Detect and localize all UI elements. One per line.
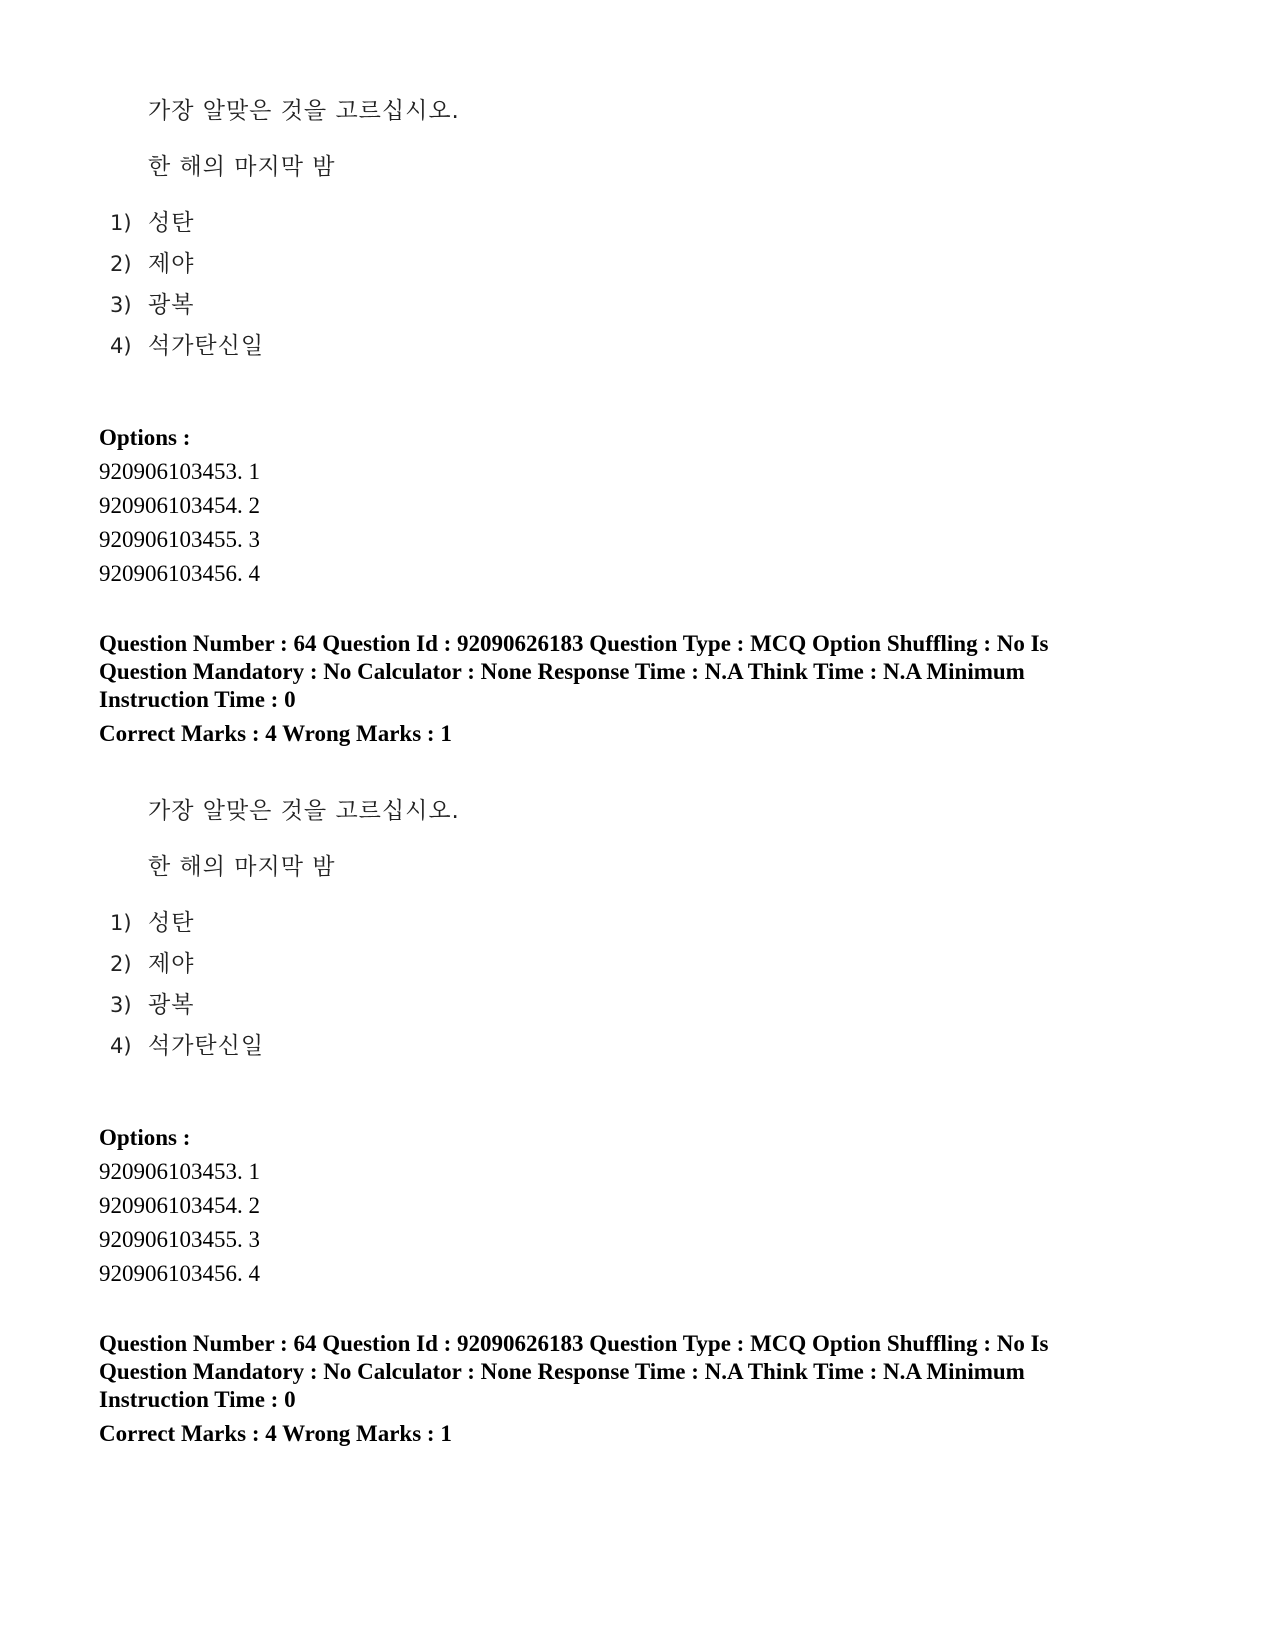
choice-item <box>110 945 194 978</box>
option-item: 920906103456. 4 <box>99 561 260 586</box>
meta-line: Question Number : 64 Question Id : 92090626183 Question Type : MCQ Option Shuffling : No Is <box>99 1331 1049 1356</box>
marks-line: Correct Marks : 4 Wrong Marks : 1 <box>99 721 452 746</box>
options-block <box>99 1121 260 1291</box>
question-stem: 한 해의 마지막 밤 <box>148 854 336 880</box>
choice-number: 1) <box>110 211 132 235</box>
choice-text: 석가탄신일 <box>148 1033 265 1059</box>
meta-line: Question Mandatory : No Calculator : None Response Time : N.A Think Time : N.A Minimum <box>99 1359 1025 1384</box>
option-item: 920906103453. 1 <box>99 1159 260 1184</box>
choice-number: 2) <box>110 952 132 976</box>
marks-line: Correct Marks : 4 Wrong Marks : 1 <box>99 1421 452 1446</box>
choice-number: 4) <box>110 334 132 358</box>
choice-number: 3) <box>110 993 132 1017</box>
option-item: 920906103455. 3 <box>99 1227 260 1252</box>
option-item: 920906103456. 4 <box>99 1261 260 1286</box>
choice-item <box>110 245 194 278</box>
choice-number: 3) <box>110 293 132 317</box>
options-title: Options : <box>99 1125 191 1150</box>
choice-item <box>110 327 264 360</box>
choice-number: 2) <box>110 252 132 276</box>
choice-text: 석가탄신일 <box>148 333 265 359</box>
question-prompt: 가장 알맞은 것을 고르십시오. <box>148 98 460 124</box>
choice-item <box>110 1027 264 1060</box>
choice-text: 광복 <box>148 292 195 318</box>
meta-line: Question Number : 64 Question Id : 92090626183 Question Type : MCQ Option Shuffling : No Is <box>99 631 1049 656</box>
meta-line: Instruction Time : 0 <box>99 687 296 712</box>
meta-line: Instruction Time : 0 <box>99 1387 296 1412</box>
choice-number: 1) <box>110 911 132 935</box>
question-meta <box>99 630 1179 748</box>
choice-text: 성탄 <box>148 910 195 936</box>
choice-item <box>110 986 194 1019</box>
option-item: 920906103454. 2 <box>99 1193 260 1218</box>
option-item: 920906103454. 2 <box>99 493 260 518</box>
meta-line: Question Mandatory : No Calculator : None Response Time : N.A Think Time : N.A Minimum <box>99 659 1025 684</box>
choice-item <box>110 204 194 237</box>
question-stem: 한 해의 마지막 밤 <box>148 154 336 180</box>
choice-text: 제야 <box>148 251 195 277</box>
option-item: 920906103455. 3 <box>99 527 260 552</box>
options-block <box>99 421 260 591</box>
choice-text: 광복 <box>148 992 195 1018</box>
choice-text: 제야 <box>148 951 195 977</box>
question-prompt: 가장 알맞은 것을 고르십시오. <box>148 798 460 824</box>
question-meta <box>99 1330 1179 1448</box>
options-title: Options : <box>99 425 191 450</box>
choice-item <box>110 904 194 937</box>
choice-number: 4) <box>110 1034 132 1058</box>
choice-text: 성탄 <box>148 210 195 236</box>
choice-item <box>110 286 194 319</box>
option-item: 920906103453. 1 <box>99 459 260 484</box>
